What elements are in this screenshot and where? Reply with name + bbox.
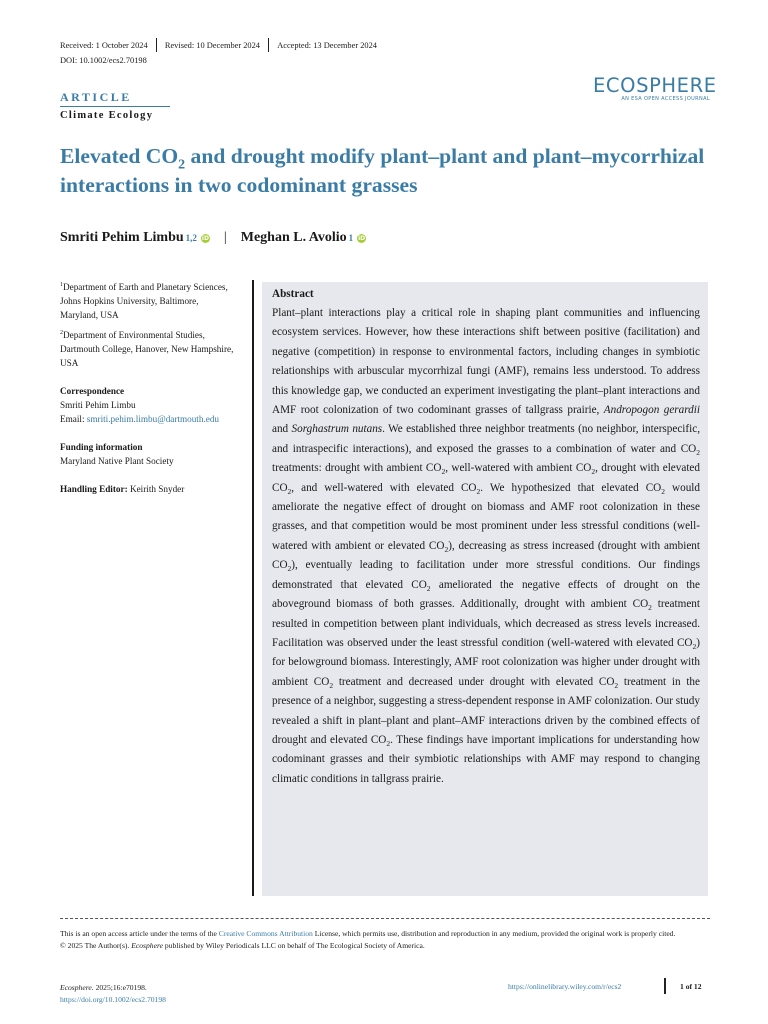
revised-date: Revised: 10 December 2024: [164, 40, 260, 50]
journal-url-link[interactable]: https://onlinelibrary.wiley.com/r/ecs2: [508, 982, 622, 991]
affiliation-number: 2: [60, 330, 63, 337]
doi-link[interactable]: https://doi.org/10.1002/ecs2.70198: [60, 994, 166, 1004]
title-subscript: 2: [178, 157, 186, 173]
article-title: [60, 142, 720, 200]
article-sidebar: [60, 278, 238, 510]
species-name: Andropogon gerardii: [603, 404, 700, 417]
article-type-rule: [60, 106, 170, 107]
orcid-icon[interactable]: iD: [358, 234, 366, 242]
journal-logo-tagline: AN ESA OPEN ACCESS JOURNAL: [621, 96, 710, 102]
journal-logo-name: ECOSPHERE: [593, 74, 717, 97]
editor-heading: Handling Editor:: [60, 484, 128, 495]
funding-text: Maryland Native Plant Society: [60, 456, 174, 467]
affiliation-1: [60, 278, 238, 322]
funding-block: [60, 440, 238, 468]
author-name[interactable]: Meghan L. Avolio: [240, 230, 347, 245]
copyright-journal: Ecosphere: [131, 941, 164, 951]
publication-dates: [60, 38, 377, 52]
email-link[interactable]: smriti.pehim.limbu@dartmouth.edu: [86, 414, 220, 425]
affiliation-text: Department of Environmental Studies, Dartmouth College, Hanover, New Hampshire, USA: [60, 330, 234, 369]
author-list: [60, 230, 366, 246]
abstract-heading: Abstract: [272, 288, 314, 300]
footer-separator: [664, 978, 666, 994]
orcid-icon[interactable]: iD: [201, 234, 209, 242]
date-divider: [156, 38, 157, 52]
article-type-label: ARTICLE: [60, 90, 132, 104]
correspondence-name: Smriti Pehim Limbu: [60, 400, 136, 411]
funding-heading: Funding information: [60, 442, 143, 453]
date-divider: [268, 38, 269, 52]
accepted-date: Accepted: 13 December 2024: [277, 40, 377, 50]
license-text: License, which permits use, distribution and reproduction in any medium, provided the original work is properly cited.: [312, 929, 676, 938]
author-affiliation-marker: 1: [348, 233, 354, 243]
editor-block: [60, 482, 238, 496]
citation-text: 2025;16:e70198.: [93, 983, 147, 992]
affiliation-2: [60, 326, 238, 370]
affiliation-text: Department of Earth and Planetary Sciences, Johns Hopkins University, Baltimore, Maryland, USA: [60, 282, 228, 321]
title-part: and drought modify plant–plant and plant–mycorrhizal interactions in two codominant grasses: [60, 144, 705, 197]
copyright-text: © 2025 The Author(s).: [60, 941, 132, 951]
cc-license-link[interactable]: Creative Commons Attribution: [218, 929, 313, 938]
journal-logo[interactable]: [593, 74, 717, 102]
citation-journal: Ecosphere.: [60, 983, 94, 992]
sidebar-divider: [252, 280, 254, 896]
doi-header: DOI: 10.1002/ecs2.70198: [60, 56, 147, 65]
citation-block: [60, 982, 166, 1005]
species-name: Sorghastrum nutans: [291, 423, 383, 436]
editor-name: Keirith Snyder: [127, 484, 185, 495]
copyright-text: published by Wiley Periodicals LLC on behalf of The Ecological Society of America.: [163, 941, 425, 951]
subject-label: Climate Ecology: [60, 110, 154, 121]
author-affiliation-marker: 1,2: [185, 233, 197, 243]
correspondence-heading: Correspondence: [60, 386, 125, 397]
title-part: Elevated CO: [60, 144, 179, 168]
received-date: Received: 1 October 2024: [60, 40, 148, 50]
author-name[interactable]: Smriti Pehim Limbu: [60, 230, 184, 245]
license-text: This is an open access article under the terms of the: [60, 929, 219, 938]
author-separator: |: [223, 230, 227, 245]
email-label: Email:: [60, 414, 87, 425]
affiliation-number: 1: [60, 282, 63, 288]
footer-divider: [60, 918, 710, 919]
page-number: 1 of 12: [680, 982, 702, 991]
correspondence-block: [60, 384, 238, 426]
license-notice: [60, 928, 710, 953]
abstract-text: Plant–plant interactions play a critical role in shaping plant communities and influencing ecosystem services. However, how these interactions shift between positive (facilitation) and negative (competition) in response to environmental factors, including changes in symbiotic relationships with arbuscular mycorrhizal fungi (AMF), remains less understood. To address this knowledge gap, we conducted an experiment investigating the plant–plant interactions and AMF root colonization of two codominant grasses of tallgrass prairie, Andropogon gerardii and Sorghastrum nutans. We established three neighbor treatments (no neighbor, interspecific, and intraspecific interactions), and exposed the grasses to a combination of water and $CO_2$ treatments: drought with ambient $CO_2$, well-watered with ambient $CO_2$, drought with elevated $CO_2$, and well-watered with elevated $CO_2$. We hypothesized that elevated $CO_2$ would ameliorate the negative effect of drought on biomass and AMF root colonization in these grasses, and that competition would be most prominent under less stressful conditions (well-watered with ambient or elevated $CO_2$), decreasing as stress increased (drought with ambient $CO_2$), eventually leading to facilitation under more stressful conditions. Our findings demonstrated that elevated $CO_2$ ameliorated the negative effects of drought on the aboveground biomass of both grasses. Additionally, drought with ambient $CO_2$ treatment resulted in competition between plant individuals, which decreased as stress levels increased. Facilitation was observed under the least stressful condition (well-watered with elevated $CO_2$) for belowground biomass. Interestingly, AMF root colonization was higher under drought with ambient $CO_2$ treatment and decreased under drought with elevated $CO_2$ treatment in the presence of a neighbor, suggesting a stress-dependent response in AMF colonization. Our study revealed a shift in plant–plant and plant–AMF interactions driven by the combined effects of drought and elevated $CO_2$. These findings have important implications for understanding how codominant grasses and their symbiotic relationships with AMF may respond to changing climatic conditions in tallgrass prairie.: [272, 307, 701, 785]
